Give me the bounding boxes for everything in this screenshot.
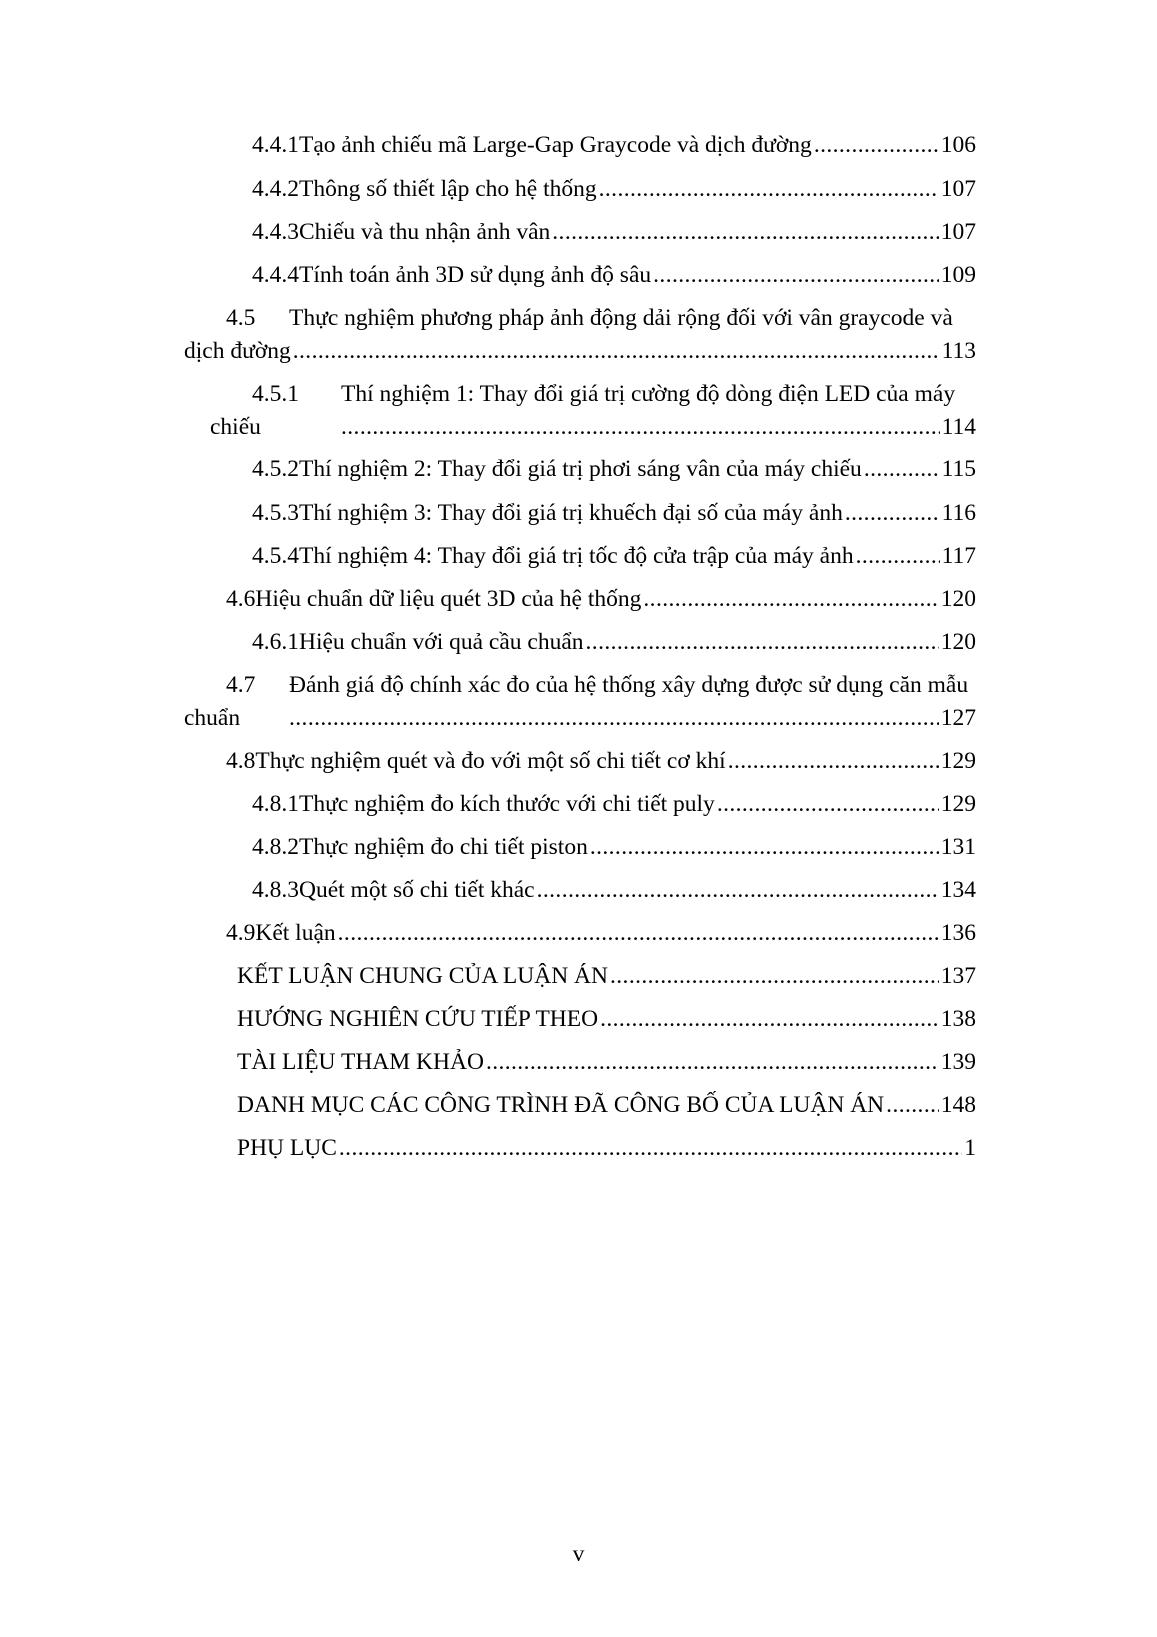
toc-entry-page: 107 [940,219,976,245]
toc-entry-4-8-3[interactable] [252,873,976,907]
toc-entry-title: TÀI LIỆU THAM KHẢO [237,1049,484,1075]
toc-entry-number: 4.5.2 [252,456,299,482]
toc-entry-page: 139 [940,1049,976,1075]
dot-leader [814,128,939,162]
toc-entry-title: Kết luận [255,920,336,946]
toc-entry-page: 138 [940,1006,976,1032]
toc-entry-title-continued: chiếu [210,414,261,440]
toc-entry-title-continued: chuẩn [184,705,241,731]
toc-entry-title: Chiếu và thu nhận ảnh vân [299,219,551,245]
toc-entry-4-7-line2[interactable] [289,701,976,735]
dot-leader [643,582,938,616]
toc-entry-page: 106 [940,132,976,158]
dot-leader [341,410,940,444]
toc-entry-4-7-line1[interactable] [226,668,968,702]
toc-entry-future-research[interactable] [237,1002,976,1036]
toc-entry-title: Quét một số chi tiết khác [299,877,535,903]
toc-entry-4-4-4[interactable] [252,258,976,292]
toc-entry-4-5-line2[interactable] [184,334,976,368]
toc-entry-page: 116 [941,500,976,526]
toc-entry-number: 4.4.1 [252,132,299,158]
toc-entry-title: Thí nghiệm 2: Thay đổi giá trị phơi sáng vân của máy chiếu [299,456,862,482]
toc-entry-title: Thông số thiết lập cho hệ thống [299,176,597,202]
toc-entry-title: Thực nghiệm đo kích thước với chi tiết puly [299,791,715,817]
toc-entry-title: Đánh giá độ chính xác đo của hệ thống xây dựng được sử dụng căn mẫu [289,672,969,698]
toc-entry-appendix[interactable] [237,1131,976,1165]
dot-leader [339,1131,962,1165]
toc-entry-4-5-1-line2[interactable] [341,410,976,444]
toc-entry-page: 117 [941,543,976,569]
dot-leader [600,1002,939,1036]
toc-entry-number: 4.8 [226,748,256,774]
toc-entry-title: Thí nghiệm 4: Thay đổi giá trị tốc độ cửa trập của máy ảnh [299,543,854,569]
toc-entry-publications[interactable] [237,1088,976,1122]
dot-leader [864,452,940,486]
toc-entry-number: 4.5.3 [252,500,299,526]
toc-entry-page: 127 [940,705,976,731]
toc-entry-4-7-line2-label[interactable] [184,701,240,735]
toc-entry-title-continued: dịch đường [184,338,291,364]
toc-entry-page: 120 [940,586,976,612]
toc-entry-title: Hiệu chuẩn với quả cầu chuẩn [299,629,584,655]
toc-entry-title: KẾT LUẬN CHUNG CỦA LUẬN ÁN [237,963,608,989]
dot-leader [599,172,939,206]
toc-entry-page: 113 [941,338,976,364]
dot-leader [886,1088,939,1122]
dot-leader [586,625,939,659]
toc-entry-title: DANH MỤC CÁC CÔNG TRÌNH ĐÃ CÔNG BỐ CỦA LUẬN ÁN [237,1092,885,1118]
dot-leader [289,701,939,735]
toc-entry-title: Thực nghiệm phương pháp ảnh động dải rộng đối với vân graycode và [289,305,953,331]
toc-entry-4-5-1-line2-label[interactable] [210,410,261,444]
toc-entry-4-5-1-line1[interactable] [252,377,955,411]
dot-leader [856,539,940,573]
toc-entry-number: 4.5.4 [252,543,299,569]
toc-entry-page: 115 [941,456,976,482]
toc-entry-4-6[interactable] [226,582,976,616]
toc-entry-4-4-1[interactable] [252,128,976,162]
toc-entry-page: 137 [940,963,976,989]
toc-entry-number: 4.5 [226,305,256,331]
toc-entry-page: 136 [940,920,976,946]
toc-entry-title: PHỤ LỤC [237,1135,337,1161]
toc-entry-page: 114 [941,414,976,440]
toc-entry-4-8[interactable] [226,744,976,778]
toc-entry-number: 4.5.1 [252,381,299,407]
toc-entry-4-5-4[interactable] [252,539,976,573]
toc-entry-4-4-2[interactable] [252,172,976,206]
toc-entry-4-9[interactable] [226,916,976,950]
toc-entry-title: Thực nghiệm đo chi tiết piston [299,834,588,860]
toc-entry-number: 4.4.3 [252,219,299,245]
dot-leader [610,959,939,993]
dot-leader [293,334,940,368]
toc-entry-title: Thực nghiệm quét và đo với một số chi tiết cơ khí [255,748,726,774]
toc-entry-number: 4.8.3 [252,877,299,903]
toc-entry-page: 134 [940,877,976,903]
dot-leader [552,215,938,249]
toc-entry-page: 148 [940,1092,976,1118]
toc-entry-page: 107 [940,176,976,202]
toc-entry-page: 120 [940,629,976,655]
toc-entry-number: 4.6.1 [252,629,299,655]
dot-leader [728,744,939,778]
toc-entry-title: Tính toán ảnh 3D sử dụng ảnh độ sâu [299,262,652,288]
toc-entry-number: 4.7 [226,672,256,698]
dot-leader [717,787,939,821]
toc-entry-number: 4.4.2 [252,176,299,202]
toc-entry-number: 4.8.2 [252,834,299,860]
dot-leader [537,873,939,907]
toc-entry-number: 4.8.1 [252,791,299,817]
toc-entry-title: Thí nghiệm 3: Thay đổi giá trị khuếch đại số của máy ảnh [299,500,843,526]
toc-entry-page: 131 [940,834,976,860]
toc-entry-4-8-2[interactable] [252,830,976,864]
toc-entry-4-4-3[interactable] [252,215,976,249]
toc-entry-page: 129 [940,748,976,774]
dot-leader [845,496,940,530]
dot-leader [653,258,939,292]
toc-entry-title: Thí nghiệm 1: Thay đổi giá trị cường độ dòng điện LED của máy [341,381,956,407]
toc-entry-4-8-1[interactable] [252,787,976,821]
toc-entry-4-5-2[interactable] [252,452,976,486]
toc-entry-title: Tạo ảnh chiếu mã Large-Gap Graycode và dịch đường [299,132,812,158]
toc-entry-number: 4.9 [226,920,256,946]
toc-entry-4-6-1[interactable] [252,625,976,659]
toc-entry-conclusion[interactable] [237,959,976,993]
toc-entry-references[interactable] [237,1045,976,1079]
dot-leader [486,1045,939,1079]
page-number: v [572,1541,585,1567]
toc-entry-page: 129 [940,791,976,817]
toc-entry-page: 1 [964,1135,976,1161]
dot-leader [590,830,939,864]
toc-entry-title: Hiệu chuẩn dữ liệu quét 3D của hệ thống [255,586,642,612]
toc-entry-4-5-line1[interactable] [226,301,953,335]
toc-entry-number: 4.4.4 [252,262,299,288]
toc-entry-page: 109 [940,262,976,288]
toc-entry-number: 4.6 [226,586,256,612]
toc-entry-title: HƯỚNG NGHIÊN CỨU TIẾP THEO [237,1006,599,1032]
dot-leader [338,916,939,950]
toc-entry-4-5-3[interactable] [252,496,976,530]
